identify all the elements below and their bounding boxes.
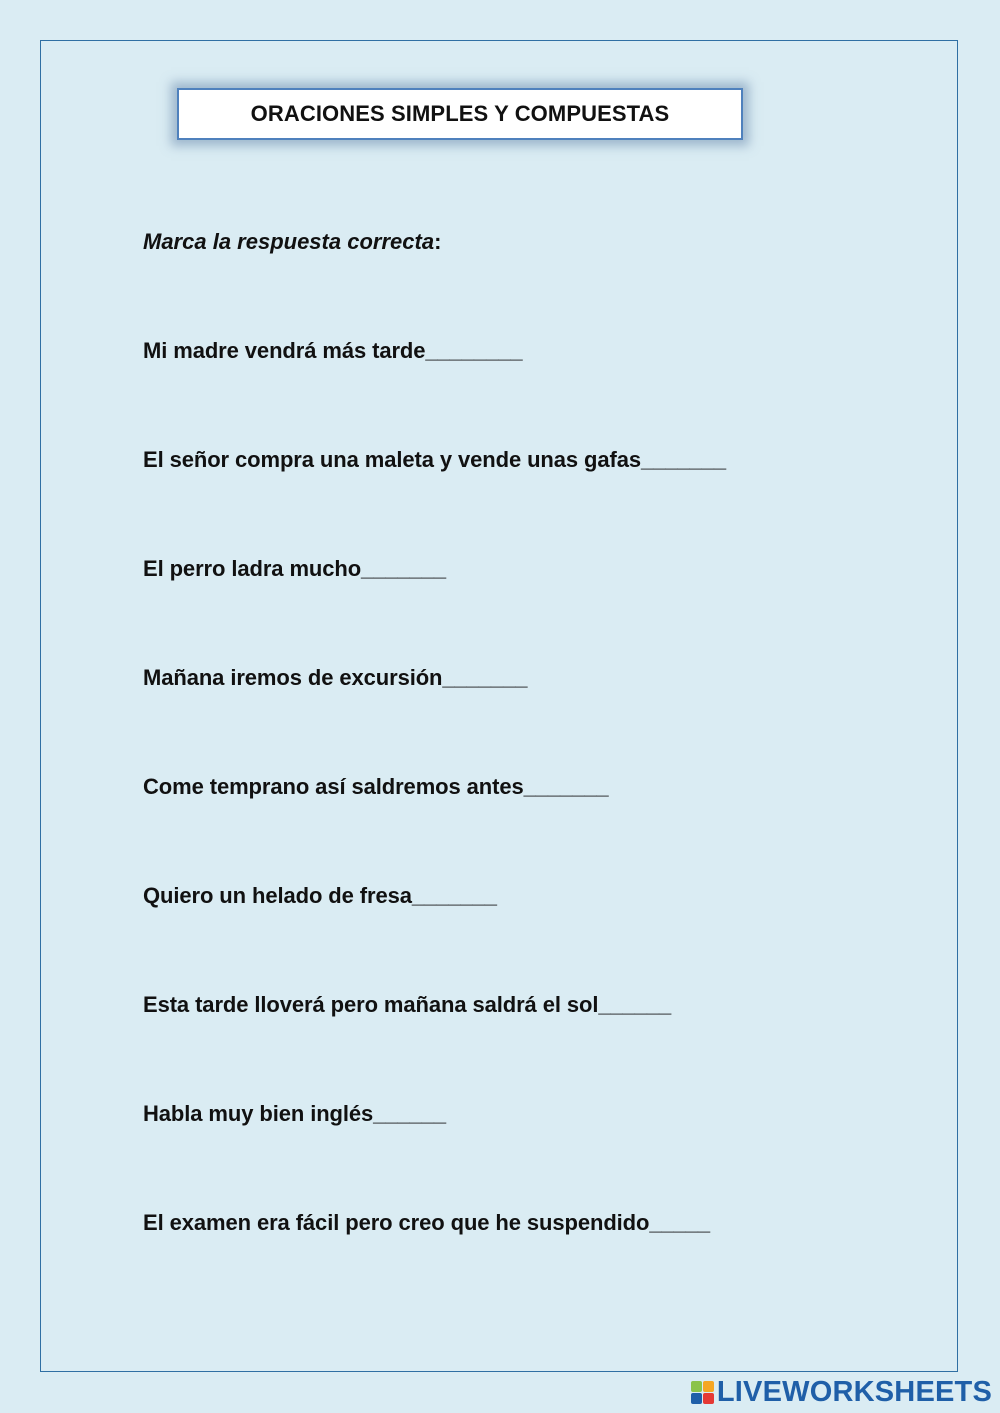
sentence-2: El señor compra una maleta y vende unas gafas_______ (143, 447, 726, 472)
sentence-5: Come temprano así saldremos antes_______ (143, 774, 609, 799)
liveworksheets-wordmark: LIVEWORKSHEETS (716, 1376, 992, 1408)
sentence-9: El examen era fácil pero creo que he suspendido_____ (143, 1210, 711, 1235)
sentence-6: Quiero un helado de fresa_______ (143, 883, 497, 908)
instruction-text (143, 229, 441, 255)
logo-square-orange (703, 1381, 714, 1392)
instruction-colon: : (434, 229, 442, 254)
liveworksheets-brand (691, 1376, 992, 1409)
logo-square-green (691, 1381, 702, 1392)
logo-square-red (703, 1393, 714, 1404)
sentence-7: Esta tarde lloverá pero mañana saldrá el sol______ (143, 992, 672, 1017)
logo-square-blue (691, 1393, 702, 1404)
worksheet-title: ORACIONES SIMPLES Y COMPUESTAS (250, 101, 670, 126)
sentence-1: Mi madre vendrá más tarde________ (143, 338, 523, 363)
sentence-8: Habla muy bien inglés______ (143, 1101, 446, 1126)
liveworksheets-logo-icon (691, 1381, 714, 1404)
instruction-italic: Marca la respuesta correcta (143, 229, 435, 254)
title-box (177, 88, 743, 140)
sentence-3: El perro ladra mucho_______ (143, 556, 447, 581)
sentence-4: Mañana iremos de excursión_______ (143, 665, 528, 690)
